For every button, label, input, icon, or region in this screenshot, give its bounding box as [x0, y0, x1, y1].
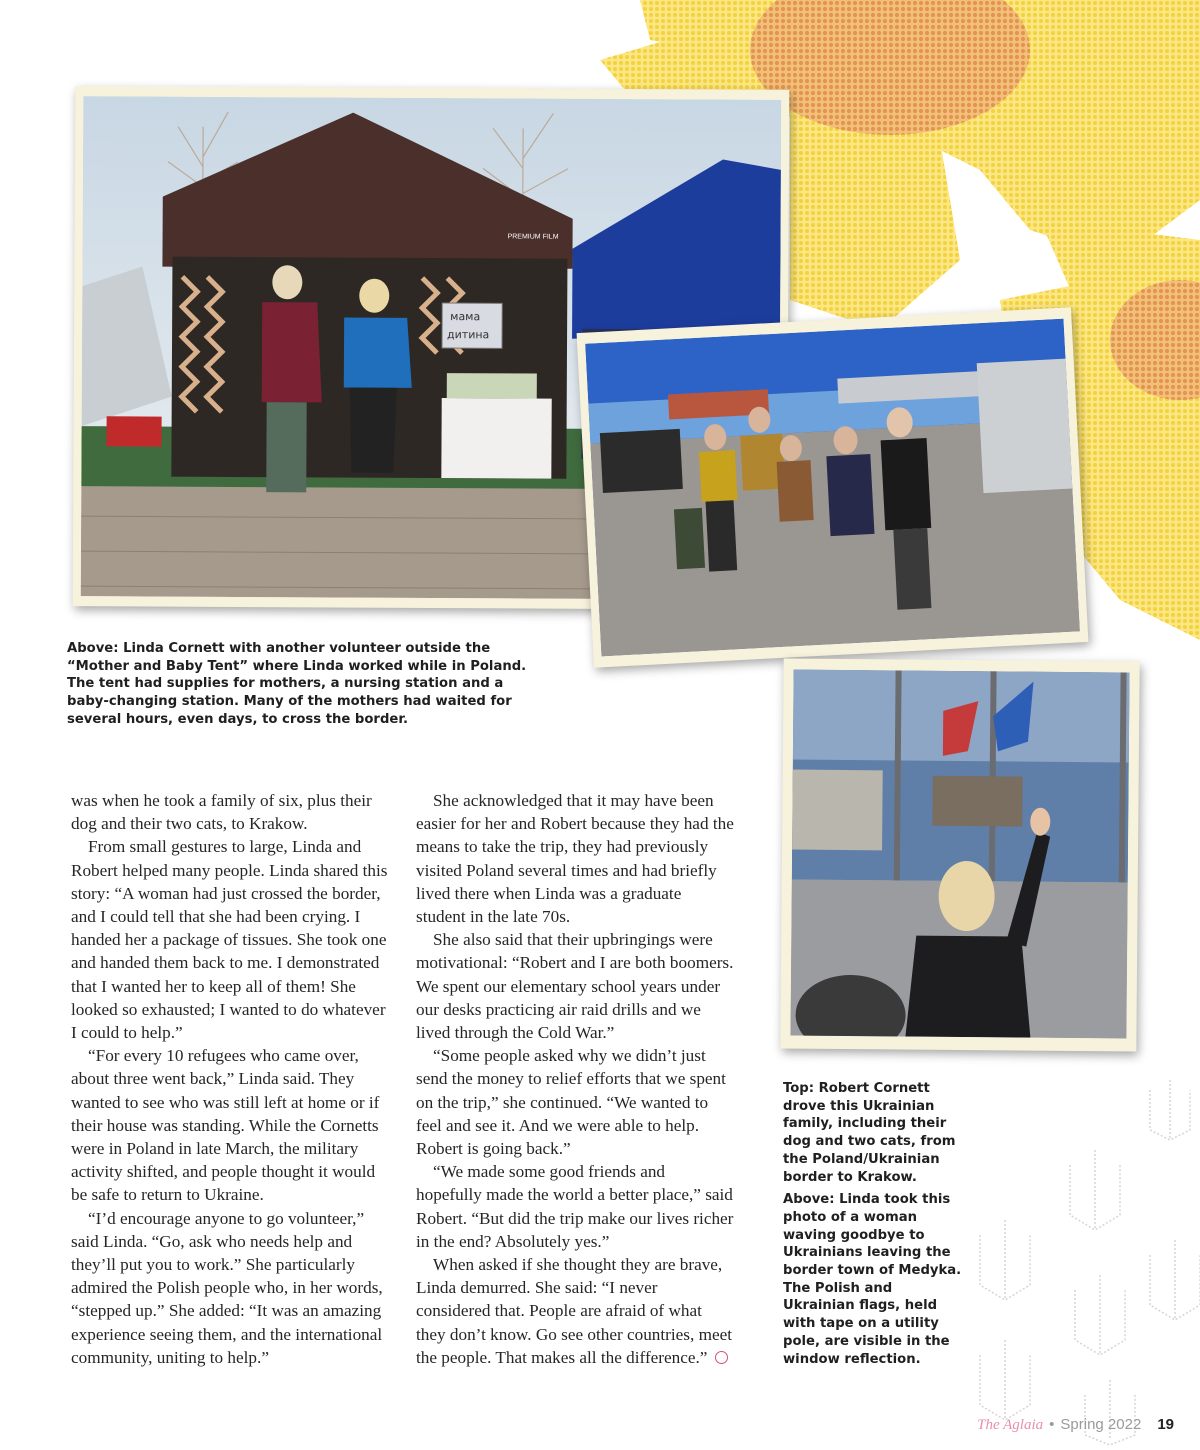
photo-family: [577, 307, 1089, 667]
tent-sign-text-2: дитина: [447, 328, 490, 342]
paragraph: She acknowledged that it may have been easier for her and Robert because they had the means to take the trip, they had previously visited Poland several times and had briefly lived there when Linda was a graduate student in the late 70s.: [416, 791, 734, 927]
tent-sign-text-1: мама: [450, 310, 481, 324]
end-mark-icon: [715, 1351, 728, 1364]
paragraph-last: [416, 1253, 734, 1369]
tent-brand-text: PREMIUM FILM: [507, 233, 559, 241]
paragraph: She also said that their upbringings were motivational: “Robert and I are both boomers. We spent our elementary school years under our desks practicing air raid drills and we lived through the Cold War.”: [416, 930, 734, 1043]
page-folio: [977, 1416, 1174, 1434]
article-column-2: [416, 789, 734, 1369]
article-column-1: [71, 789, 389, 1369]
photo-bus: [780, 658, 1139, 1051]
caption-tent-text: Above: Linda Cornett with another volunteer outside the “Mother and Baby Tent” where Linda worked while in Poland. The tent had supplies for mothers, a nursing station and a baby-changing station. Many of the mothers had waited for several hours, even days, to cross the border.: [67, 641, 527, 727]
paragraph-text: When asked if she thought they are brave, Linda demurred. She said: “I never considered that. People are afraid of what they don’t know. Go see other countries, meet the people. That makes all the difference.”: [416, 1255, 732, 1367]
paragraph: From small gestures to large, Linda and Robert helped many people. Linda shared this story: “A woman had just crossed the border, and I could tell that she had been crying. I handed her a package of tissues. She took one and handed them back to me. I demonstrated that I wanted her to keep all of them! She looked so exhausted; I wanted to do whatever I could to help.”: [71, 837, 388, 1043]
trident-icon: [1150, 1240, 1200, 1320]
caption-bus-text: Above: Linda took this photo of a woman waving goodbye to Ukrainians leaving the border town of Medyka. The Polish and Ukrainian flags, held with tape on a utility pole, are visible in the window reflection.: [783, 1192, 962, 1367]
paragraph: “For every 10 refugees who came over, about three went back,” Linda said. They wanted to see who was still left at home or if their house was standing. While the Cornetts were in Poland in late March, the military activity shifted, and people thought it would be safe to return to Ukraine.: [71, 1046, 380, 1205]
trident-icon: [1150, 1080, 1190, 1140]
issue-label: Spring 2022: [1060, 1416, 1142, 1433]
trident-icon: [980, 1340, 1030, 1420]
magazine-name: The Aglaia: [977, 1417, 1044, 1433]
folio-separator: •: [1049, 1416, 1055, 1433]
trident-icon: [1085, 1380, 1135, 1445]
trident-icon: [1070, 1150, 1120, 1230]
paragraph: “Some people asked why we didn’t just send the money to relief efforts that we spent on the trip,” she continued. “We wanted to feel and see it. And we were able to help. Robert is going back.”: [416, 1046, 726, 1159]
caption-family-text: Top: Robert Cornett drove this Ukrainian family, including their dog and two cats, from the Poland/Ukrainian border to Krakow.: [783, 1081, 956, 1185]
page-number: 19: [1157, 1416, 1174, 1433]
caption-tent: [67, 640, 537, 734]
trident-icon: [1075, 1275, 1125, 1355]
paragraph: “We made some good friends and hopefully made the world a better place,” said Robert. “But did the trip make our lives richer in the end? Absolutely yes.”: [416, 1162, 734, 1251]
trident-icon: [980, 1220, 1030, 1300]
caption-right: [783, 1080, 968, 1373]
paragraph: “I’d encourage anyone to go volunteer,” said Linda. “Go, ask who needs help and they’ll put you to work.” She particularly admired the Polish people who, in her words, “stepped up.” She added: “It was an amazing experience seeing them, and the international community, uniting to help.”: [71, 1208, 383, 1367]
paragraph: was when he took a family of six, plus their dog and their two cats, to Krakow.: [71, 791, 372, 834]
